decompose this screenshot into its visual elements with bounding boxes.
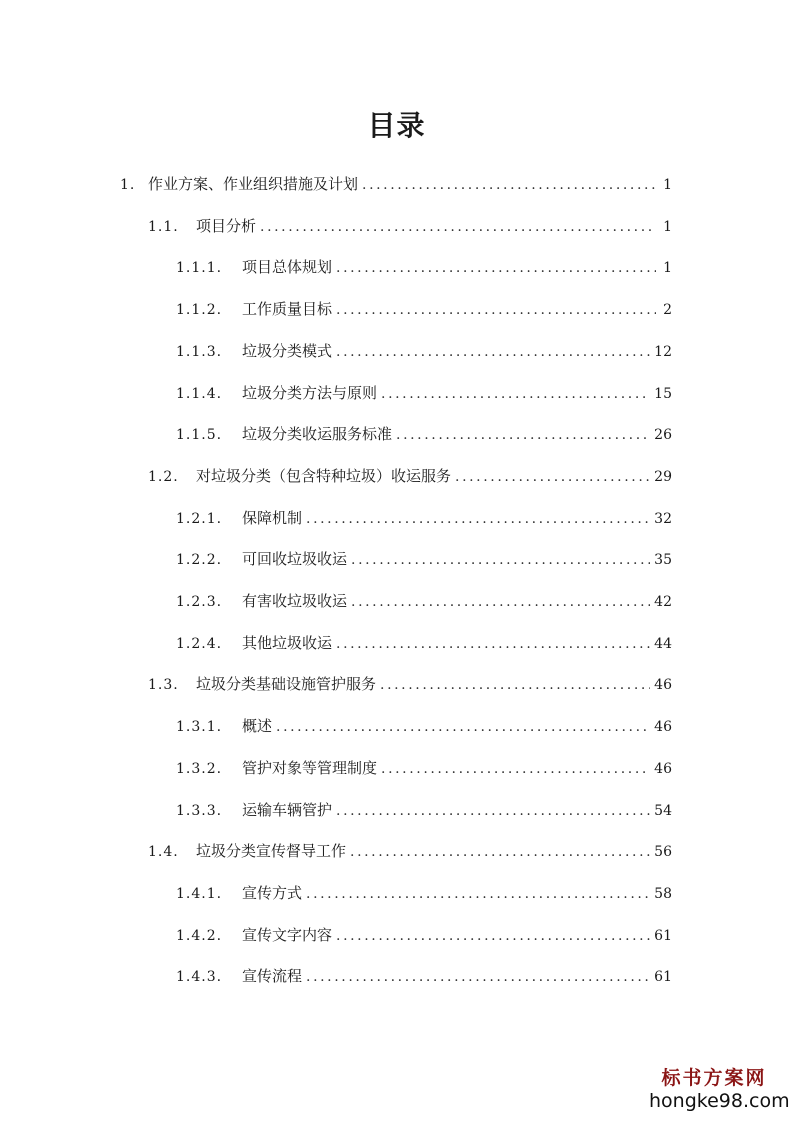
toc-dot-leader <box>351 548 650 572</box>
toc-dot-leader <box>306 965 650 989</box>
toc-entry[interactable] <box>148 464 672 488</box>
toc-entry[interactable] <box>176 881 672 905</box>
toc-entry-number: 1.4.2. <box>176 928 223 944</box>
toc-entry-number: 1.4.1. <box>176 886 223 902</box>
toc-entry-title: 垃圾分类宣传督导工作 <box>196 842 347 860</box>
toc-entry-page: 2 <box>663 302 672 318</box>
toc-entry-title: 工作质量目标 <box>242 300 333 318</box>
toc-dot-leader <box>336 924 650 948</box>
toc-entry-title: 宣传方式 <box>242 884 303 902</box>
toc-entry-page: 29 <box>654 469 672 485</box>
toc-dot-leader <box>336 632 650 656</box>
toc-entry-page: 56 <box>654 844 672 860</box>
toc-entry-page: 12 <box>654 344 672 360</box>
toc-entry-title: 项目分析 <box>196 217 257 235</box>
toc-dot-leader <box>362 173 656 197</box>
toc-entry[interactable] <box>148 214 672 238</box>
toc-entry-page: 35 <box>654 552 672 568</box>
toc-entry-title: 概述 <box>242 717 273 735</box>
toc-entry-page: 1 <box>663 219 672 235</box>
toc-dot-leader <box>455 465 650 489</box>
toc-entry-title: 项目总体规划 <box>242 258 333 276</box>
toc-entry-number: 1.3.3. <box>176 803 223 819</box>
toc-entry-page: 61 <box>654 928 672 944</box>
toc-entry-title: 宣传流程 <box>242 967 303 985</box>
toc-entry[interactable] <box>176 964 672 988</box>
watermark-name: 标书方案网 <box>661 1067 767 1089</box>
toc-entry[interactable] <box>176 506 672 530</box>
toc-entry-page: 1 <box>663 260 672 276</box>
toc-entry-number: 1.1.1. <box>176 260 223 276</box>
toc-dot-leader <box>276 715 650 739</box>
toc-entry-page: 1 <box>663 177 672 193</box>
toc-entry-number: 1.1.3. <box>176 344 223 360</box>
toc-entry-number: 1.3.1. <box>176 719 223 735</box>
toc-dot-leader <box>336 799 650 823</box>
toc-entry-page: 44 <box>654 636 672 652</box>
toc-entry[interactable] <box>120 172 672 196</box>
toc-dot-leader <box>336 340 650 364</box>
toc-dot-leader <box>306 507 650 531</box>
toc-dot-leader <box>350 840 650 864</box>
toc-entry[interactable] <box>176 255 672 279</box>
toc-entry-title: 对垃圾分类（包含特种垃圾）收运服务 <box>196 467 452 485</box>
toc-entry[interactable] <box>176 798 672 822</box>
toc-entry[interactable] <box>176 714 672 738</box>
toc-entry[interactable] <box>176 756 672 780</box>
watermark-url: hongke98.com <box>649 1090 790 1112</box>
toc-entry[interactable] <box>176 923 672 947</box>
toc-entry-title: 垃圾分类方法与原则 <box>242 384 378 402</box>
toc-entry-number: 1.1.4. <box>176 386 223 402</box>
page-title: 目录 <box>367 109 426 142</box>
toc-entry[interactable] <box>176 547 672 571</box>
toc-entry-page: 58 <box>654 886 672 902</box>
toc-entry-number: 1.2.2. <box>176 552 223 568</box>
toc-entry[interactable] <box>176 589 672 613</box>
toc-entry[interactable] <box>176 339 672 363</box>
toc-entry-number: 1.4. <box>148 844 179 860</box>
toc-entry-number: 1.2. <box>148 469 179 485</box>
watermark-logo <box>649 1066 790 1112</box>
toc-entry-title: 垃圾分类模式 <box>242 342 333 360</box>
toc-entry-number: 1.3.2. <box>176 761 223 777</box>
toc-entry-title: 运输车辆管护 <box>242 801 333 819</box>
toc-entry-number: 1.2.1. <box>176 511 223 527</box>
toc-entry[interactable] <box>176 381 672 405</box>
toc-dot-leader <box>380 673 650 697</box>
toc-dot-leader <box>336 298 656 322</box>
toc-entry-page: 54 <box>654 803 672 819</box>
toc-entry-title: 可回收垃圾收运 <box>242 550 348 568</box>
toc-entry-page: 46 <box>654 761 672 777</box>
toc-entry-page: 15 <box>654 386 672 402</box>
toc-entry-number: 1.2.3. <box>176 594 223 610</box>
toc-dot-leader <box>336 256 656 280</box>
toc-entry-title: 保障机制 <box>242 509 303 527</box>
toc-entry-number: 1.1.5. <box>176 427 223 443</box>
toc-dot-leader <box>381 382 650 406</box>
toc-entry-number: 1.2.4. <box>176 636 223 652</box>
toc-entry[interactable] <box>176 422 672 446</box>
toc-entry[interactable] <box>176 631 672 655</box>
toc-entry-page: 46 <box>654 719 672 735</box>
toc-entry-title: 有害收垃圾收运 <box>242 592 348 610</box>
toc-entry-page: 46 <box>654 677 672 693</box>
toc-entry[interactable] <box>148 672 672 696</box>
toc-entry[interactable] <box>148 839 672 863</box>
toc-dot-leader <box>381 757 650 781</box>
toc-entry-title: 其他垃圾收运 <box>242 634 333 652</box>
toc-entry-page: 61 <box>654 969 672 985</box>
toc-entry-page: 26 <box>654 427 672 443</box>
toc-entry-page: 32 <box>654 511 672 527</box>
toc-dot-leader <box>306 882 650 906</box>
toc-entry-title: 垃圾分类基础设施管护服务 <box>196 675 377 693</box>
toc-entry-number: 1.1.2. <box>176 302 223 318</box>
toc-entry-title: 垃圾分类收运服务标准 <box>242 425 393 443</box>
toc-entry-page: 42 <box>654 594 672 610</box>
toc-entry[interactable] <box>176 297 672 321</box>
toc-entry-title: 管护对象等管理制度 <box>242 759 378 777</box>
toc-entry-number: 1. <box>120 177 136 193</box>
toc-dot-leader <box>351 590 650 614</box>
toc-entry-number: 1.3. <box>148 677 179 693</box>
toc-entry-number: 1.1. <box>148 219 179 235</box>
toc-entry-number: 1.4.3. <box>176 969 223 985</box>
toc-entry-title: 作业方案、作业组织措施及计划 <box>148 175 359 193</box>
toc-entry-title: 宣传文字内容 <box>242 926 333 944</box>
toc-dot-leader <box>260 215 656 239</box>
toc-dot-leader <box>396 423 650 447</box>
